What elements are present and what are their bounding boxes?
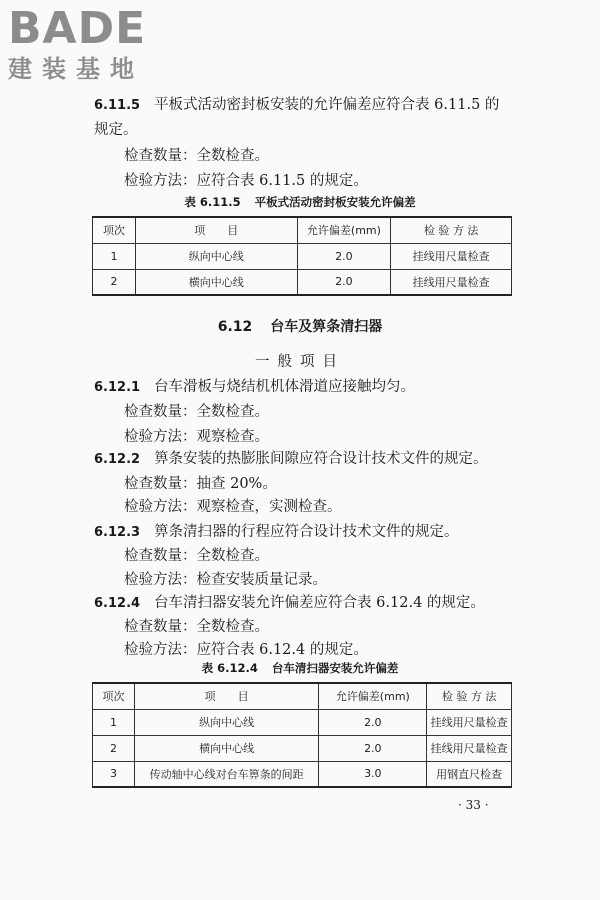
clause-text: 箅条清扫器的行程应符合设计技术文件的规定。 [154,524,459,540]
clause-number: 6.12.2 [94,452,141,467]
check-method: 检验方法：观察检查，实测检查。 [124,499,342,515]
table-caption-number: 表 6.11.5 [184,195,241,209]
table-cell: 3 [93,761,135,787]
table-cell: 用钢直尺检查 [427,761,512,787]
clause-number: 6.12.1 [94,380,141,395]
clause-text: 平板式活动密封板安装的允许偏差应符合表 6.11.5 的 [154,97,500,113]
table-header-row [93,683,512,709]
clause-6-11-5 [0,95,600,116]
table-cell: 挂线用尺量检查 [391,269,512,295]
table-cell: 2.0 [319,735,427,761]
table-caption [0,659,600,677]
table-header-row [93,217,512,243]
table-row [93,269,512,295]
header-cell: 项次 [93,217,136,243]
bade-logo [8,4,178,84]
logo-wordmark: BADE [8,3,147,54]
clause-6-12-1 [0,377,600,398]
header-cell: 项次 [93,683,135,709]
clause-number: 6.12.3 [94,525,141,540]
section-heading [0,316,600,338]
clause-text: 箅条安装的热膨胀间隙应符合设计技术文件的规定。 [154,451,488,467]
clause-6-12-2 [0,449,600,470]
logo-subtitle: 建装基地 [8,55,144,83]
section-title: 台车及箅条清扫器 [270,319,383,335]
table-cell: 2.0 [297,269,391,295]
check-method: 检验方法：观察检查。 [124,429,269,445]
header-cell: 项 目 [134,683,319,709]
header-cell: 项 目 [135,217,297,243]
table-cell: 纵向中心线 [135,243,297,269]
clause-6-12-3 [0,522,600,543]
clause-continuation: 规定。 [94,122,138,138]
table-6-12-4 [92,682,512,788]
subheading-general-items: 一般项目 [255,354,345,370]
table-row [93,709,512,735]
page-number: · 33 · [458,798,489,812]
check-quantity: 检查数量：全数检查。 [124,148,269,164]
check-quantity: 检查数量：全数检查。 [124,404,269,420]
section-number: 6.12 [217,319,253,335]
check-method: 检验方法：应符合表 6.11.5 的规定。 [124,173,368,189]
clause-6-12-4 [0,593,600,614]
table-row [93,761,512,787]
clause-text: 台车清扫器安装允许偏差应符合表 6.12.4 的规定。 [154,595,485,611]
clause-number: 6.11.5 [94,98,141,113]
table-row [93,243,512,269]
table-cell: 2 [93,269,136,295]
table-cell: 2.0 [319,709,427,735]
table-cell: 传动轴中心线对台车箅条的间距 [134,761,319,787]
table-cell: 3.0 [319,761,427,787]
clause-number: 6.12.4 [94,596,141,611]
table-caption-title: 台车清扫器安装允许偏差 [271,661,399,675]
table-cell: 纵向中心线 [134,709,319,735]
check-quantity: 检查数量：全数检查。 [124,619,269,635]
header-cell: 检 验 方 法 [391,217,512,243]
table-cell: 横向中心线 [135,269,297,295]
table-caption-title: 平板式活动密封板安装允许偏差 [254,195,416,209]
clause-text: 台车滑板与烧结机机体滑道应接触均匀。 [154,379,416,395]
table-caption-number: 表 6.12.4 [201,661,258,675]
check-quantity: 检查数量：全数检查。 [124,548,269,564]
table-cell: 挂线用尺量检查 [427,735,512,761]
check-quantity: 检查数量：抽查 20%。 [124,476,277,492]
check-method: 检验方法：应符合表 6.12.4 的规定。 [124,642,368,658]
check-method: 检验方法：检查安装质量记录。 [124,572,327,588]
header-cell: 允许偏差(mm) [297,217,391,243]
table-cell: 挂线用尺量检查 [391,243,512,269]
table-caption [0,193,600,211]
table-cell: 挂线用尺量检查 [427,709,512,735]
table-cell: 1 [93,243,136,269]
table-cell: 横向中心线 [134,735,319,761]
table-6-11-5 [92,216,512,296]
table-cell: 1 [93,709,135,735]
table-row [93,735,512,761]
table-cell: 2 [93,735,135,761]
header-cell: 允许偏差(mm) [319,683,427,709]
table-cell: 2.0 [297,243,391,269]
header-cell: 检 验 方 法 [427,683,512,709]
